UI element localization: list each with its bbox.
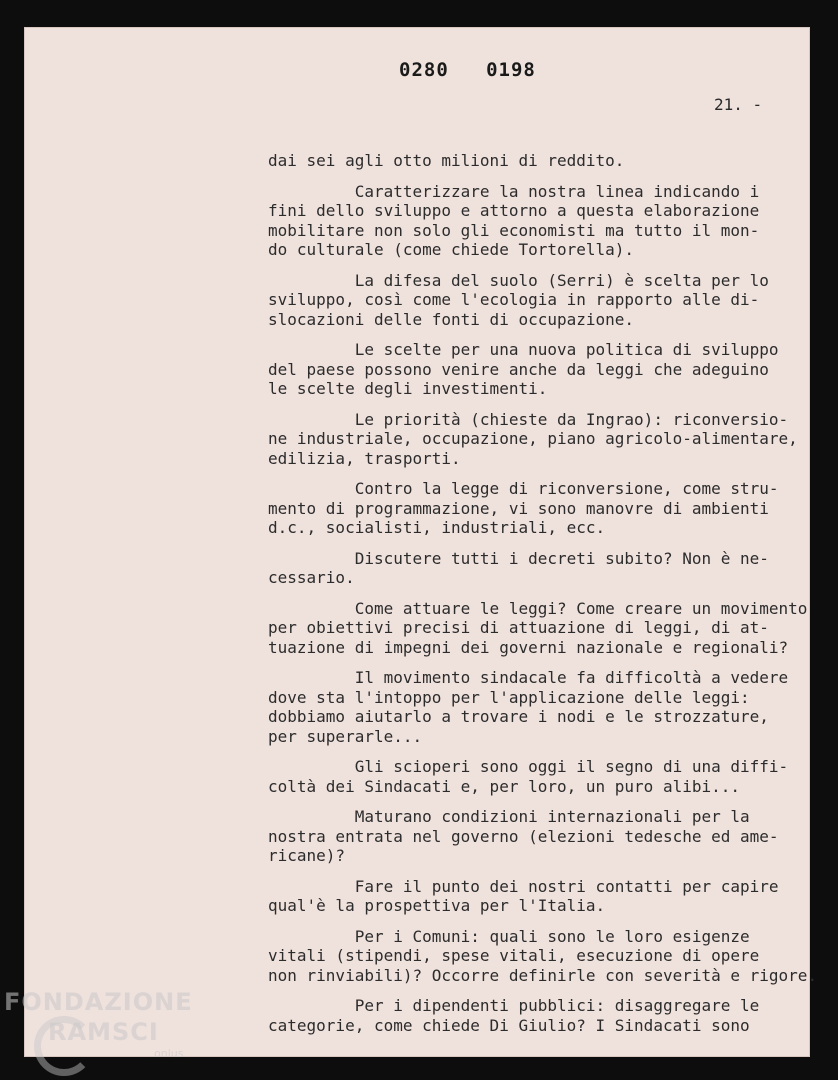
text-line: Caratterizzare la nostra linea indicando i	[268, 181, 760, 201]
paragraph-gap	[268, 468, 816, 479]
text-line: Le scelte per una nuova politica di sviluppo	[268, 340, 779, 359]
fondazione-gramsci-logo	[4, 988, 193, 1060]
paragraph-gap	[268, 916, 816, 927]
paragraph-gap	[268, 746, 816, 757]
text-line: per obiettivi precisi di attuazione di leggi, di at-	[268, 618, 769, 637]
text-line: dai sei agli otto milioni di reddito.	[268, 151, 625, 170]
paragraph-gap	[268, 588, 816, 599]
text-line: La difesa del suolo (Serri) è scelta per lo	[268, 270, 769, 290]
document-body	[268, 151, 816, 1035]
text-line: Le priorità (chieste da Ingrao): riconversio-	[268, 409, 789, 429]
text-line: cessario.	[268, 568, 355, 587]
text-line: dove sta l'intoppo per l'applicazione delle leggi:	[268, 687, 750, 707]
paragraph-gap	[268, 796, 816, 807]
text-line: vitali (stipendi, spese vitali, esecuzione di opere	[268, 946, 760, 965]
paragraph-gap	[268, 399, 816, 410]
text-line: dobbiamo aiutarlo a trovare i nodi e le strozzature,	[268, 707, 769, 726]
text-line: le scelte degli investimenti.	[268, 379, 548, 398]
text-line: ricane)?	[268, 846, 346, 865]
text-line: Gli scioperi sono oggi il segno di una diffi-	[268, 757, 789, 776]
page-number: 21. -	[714, 95, 763, 114]
logo-line-2: RAMSCI	[48, 1018, 159, 1046]
text-line: do culturale (come chiede Tortorella).	[268, 240, 635, 259]
text-line: slocazioni delle fonti di occupazione.	[268, 309, 635, 329]
text-line: del paese possono venire anche da leggi che adeguino	[268, 359, 769, 379]
paragraph-gap	[268, 171, 816, 182]
paragraph-gap	[268, 329, 816, 340]
text-line: nostra entrata nel governo (elezioni tedesche ed ame-	[268, 826, 779, 846]
text-line: categorie, come chiede Di Giulio? I Sindacati sono	[268, 1015, 750, 1035]
archive-number: 0280 0198	[399, 59, 536, 81]
text-line: Maturano condizioni internazionali per la	[268, 807, 750, 826]
text-line: sviluppo, così come l'ecologia in rapporto alle di-	[268, 290, 760, 309]
text-line: Come attuare le leggi? Come creare un movimento	[268, 598, 808, 618]
text-line: per superarle...	[268, 726, 423, 746]
text-line: edilizia, trasporti.	[268, 448, 461, 468]
paragraph-gap	[268, 657, 816, 668]
text-line: Per i Comuni: quali sono le loro esigenze	[268, 926, 750, 946]
text-line: fini dello sviluppo e attorno a questa elaborazione	[268, 201, 760, 220]
text-line: coltà dei Sindacati e, per loro, un puro alibi...	[268, 776, 741, 796]
paragraph-gap	[268, 538, 816, 549]
logo-line-3: onlus	[154, 1047, 184, 1060]
text-line: Il movimento sindacale fa difficoltà a vedere	[268, 668, 789, 687]
text-line: Per i dipendenti pubblici: disaggregare le	[268, 996, 760, 1015]
text-line: tuazione di impegni dei governi nazionale e regionali?	[268, 637, 789, 657]
paragraph-gap	[268, 260, 816, 271]
text-line: d.c., socialisti, industriali, ecc.	[268, 518, 606, 537]
paragraph-gap	[268, 985, 816, 996]
text-line: qual'è la prospettiva per l'Italia.	[268, 896, 606, 915]
text-line: non rinviabili)? Occorre definirle con severità e rigore.	[268, 965, 818, 985]
paragraph-gap	[268, 866, 816, 877]
text-line: mento di programmazione, vi sono manovre di ambienti	[268, 498, 769, 518]
text-line: ne industriale, occupazione, piano agricolo-alimentare,	[268, 429, 798, 448]
text-line: mobilitare non solo gli economisti ma tutto il mon-	[268, 220, 760, 240]
logo-line-1: FONDAZIONE	[4, 988, 193, 1016]
text-line: Discutere tutti i decreti subito? Non è ne-	[268, 548, 769, 568]
text-line: Contro la legge di riconversione, come stru-	[268, 479, 779, 498]
text-line: Fare il punto dei nostri contatti per capire	[268, 876, 779, 896]
